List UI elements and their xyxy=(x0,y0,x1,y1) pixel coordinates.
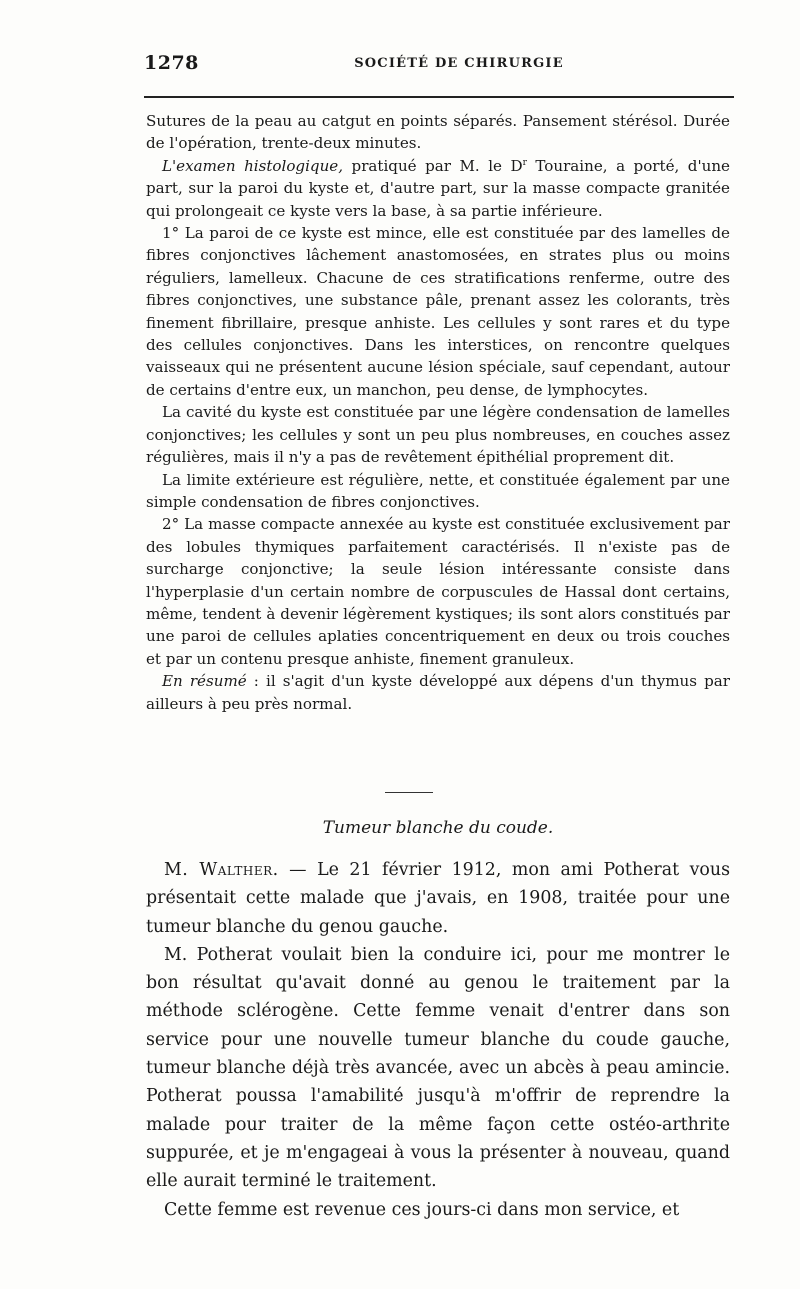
header-rule xyxy=(144,96,734,98)
speaker-name: M. Walther. xyxy=(164,860,279,880)
paragraph-resume xyxy=(146,670,730,715)
text-examen-pre: pratiqué par M. le D xyxy=(343,156,523,175)
paragraph-potherat: M. Potherat voulait bien la conduire ici, pour me montrer le bon résultat qu'avait donné au genou le traitement par la méthode sclérogène. Cette femme venait d'entrer dans son service pour une nouvelle tumeur blanche du coude gauche, tumeur blanche déjà très avancée, avec un abcès à peau amincie. Potherat poussa l'amabilité jusqu'à m'offrir de reprendre la malade pour traiter de la même façon cette ostéo-arthrite suppurée, et je m'engageai à vous la présenter à nouveau, quand elle aurait terminé le traitement. xyxy=(146,944,730,1192)
paragraph-paroi: 1° La paroi de ce kyste est mince, elle est constituée par des lamelles de fibres conjonctives lâchement anastomosées, en strates plus ou moins réguliers, lamelleux. Chacune de ces stratifications renferme, outre des fibres conjonctives, une substance pâle, prenant assez les colorants, très finement fibrillaire, presque anhiste. Les cellules y sont rares et du type des cellules conjonctives. Dans les interstices, on rencontre quelques vaisseaux qui ne présentent aucune lésion spéciale, sauf cependant, autour de certains d'entre eux, un manchon, peu dense, de lymphocytes. xyxy=(146,224,730,399)
paragraph-walther xyxy=(146,856,730,941)
text-walther: — Le 21 février 1912, mon ami Potherat vous présentait cette malade que j'avais, en 1908, traitée pour une tumeur blanche du genou gauche. xyxy=(146,860,730,937)
section-text xyxy=(146,856,730,1224)
italic-examen: L'examen histologique, xyxy=(162,156,344,175)
paragraph-revenue: Cette femme est revenue ces jours-ci dans mon service, et xyxy=(164,1199,680,1220)
paragraph-examen xyxy=(146,155,730,222)
histology-report xyxy=(146,110,730,715)
italic-resume: En résumé xyxy=(162,672,247,691)
text-resume: : il s'agit d'un kyste développé aux dépens d'un thymus par ailleurs à peu près normal. xyxy=(146,672,730,713)
running-title: SOCIÉTÉ DE CHIRURGIE xyxy=(354,56,564,71)
page-number: 1278 xyxy=(144,52,199,74)
paragraph-sutures: Sutures de la peau au catgut en points séparés. Pansement stérésol. Durée de l'opération, trente-deux minutes. xyxy=(146,112,730,153)
superscript-r: r xyxy=(522,157,527,168)
section-separator xyxy=(385,792,433,793)
section-title: Tumeur blanche du coude. xyxy=(322,818,554,838)
paragraph-cavite: La cavité du kyste est constituée par une légère condensation de lamelles conjonctives; les cellules y sont un peu plus nombreuses, en couches assez régulières, mais il n'y a pas de revêtement épithélial proprement dit. xyxy=(146,403,730,467)
page-header xyxy=(144,52,734,82)
paragraph-limite: La limite extérieure est régulière, nette, et constituée également par une simple condensation de fibres conjonctives. xyxy=(146,470,730,511)
paragraph-masse: 2° La masse compacte annexée au kyste est constituée exclusivement par des lobules thymiques parfaitement caractérisés. Il n'existe pas de surcharge conjonctive; la seule lésion intéressante consiste dans l'hyperplasie d'un certain nombre de corpuscules de Hassal dont certains, même, tendent à devenir légèrement kystiques; ils sont alors constitués par une paroi de cellules aplaties concentriquement en deux ou trois couches et par un contenu presque anhiste, finement granuleux. xyxy=(146,515,730,668)
text-examen-post: Touraine, a porté, d'une part, sur la paroi du kyste et, d'autre part, sur la masse compacte granitée qui prolongeait ce kyste vers la base, à sa partie inférieure. xyxy=(146,156,730,220)
